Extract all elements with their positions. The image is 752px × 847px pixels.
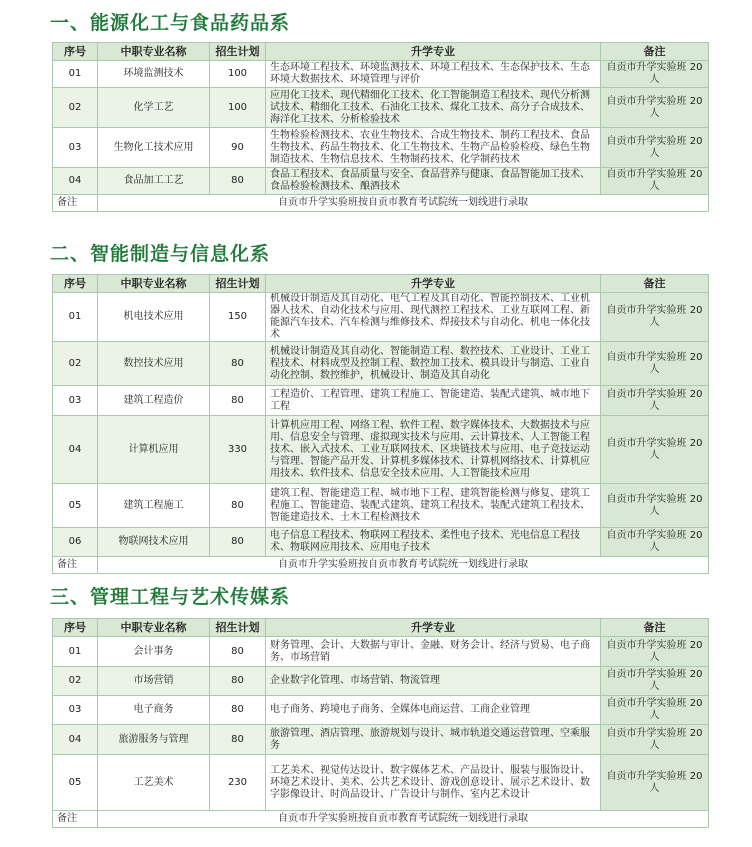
row-program-name: 建筑工程造价 [98, 386, 210, 416]
row-program-name: 机电技术应用 [98, 293, 210, 342]
header-note: 备注 [601, 619, 709, 637]
row-index: 03 [53, 128, 98, 168]
row-program-name: 市场营销 [98, 667, 210, 696]
row-note: 自贡市升学实验班 20 人 [601, 386, 709, 416]
table-row [53, 293, 709, 342]
row-index: 05 [53, 755, 98, 811]
header-program-name: 中职专业名称 [98, 43, 210, 61]
row-index: 01 [53, 61, 98, 88]
row-program-name: 建筑工程施工 [98, 484, 210, 528]
row-plan-count: 80 [210, 484, 266, 528]
row-index: 04 [53, 168, 98, 195]
header-advanced-majors: 升学专业 [266, 275, 601, 293]
header-advanced-majors: 升学专业 [266, 619, 601, 637]
row-plan-count: 80 [210, 667, 266, 696]
header-program-name: 中职专业名称 [98, 275, 210, 293]
table-row [53, 725, 709, 755]
row-note: 自贡市升学实验班 20 人 [601, 168, 709, 195]
row-note: 自贡市升学实验班 20 人 [601, 696, 709, 725]
footnote-text: 自贡市升学实验班按自贡市教育考试院统一划线进行录取 [98, 195, 709, 212]
table-row [53, 61, 709, 88]
row-plan-count: 90 [210, 128, 266, 168]
header-enrollment-plan: 招生计划 [210, 619, 266, 637]
row-note: 自贡市升学实验班 20 人 [601, 88, 709, 128]
row-plan-count: 80 [210, 168, 266, 195]
row-majors: 计算机应用工程、网络工程、软件工程、数字媒体技术、大数据技术与应用、信息安全与管理、虚拟现实技术与应用、云计算技术、人工智能工程技术、嵌入式技术、工业互联网技术、区块链技术与应用、电子竞技运动与管理、智能产品开发、计算机多媒体技术、计算机网络技术、计算机应用技术、软件技术、信息安全技术应用、人工智能技术应用 [266, 416, 601, 484]
header-index: 序号 [53, 43, 98, 61]
row-plan-count: 80 [210, 637, 266, 667]
row-note: 自贡市升学实验班 20 人 [601, 416, 709, 484]
table-header-row [53, 43, 709, 61]
row-program-name: 旅游服务与管理 [98, 725, 210, 755]
footnote-text: 自贡市升学实验班按自贡市教育考试院统一划线进行录取 [98, 557, 709, 574]
row-index: 03 [53, 386, 98, 416]
row-majors: 电子信息工程技术、物联网工程技术、柔性电子技术、光电信息工程技术、物联网应用技术、应用电子技术 [266, 528, 601, 557]
row-index: 02 [53, 88, 98, 128]
header-note: 备注 [601, 43, 709, 61]
table-row [53, 88, 709, 128]
row-plan-count: 100 [210, 61, 266, 88]
enrollment-table [52, 42, 709, 212]
table-row [53, 484, 709, 528]
row-note: 自贡市升学实验班 20 人 [601, 128, 709, 168]
row-program-name: 工艺美术 [98, 755, 210, 811]
row-program-name: 数控技术应用 [98, 342, 210, 386]
row-index: 01 [53, 637, 98, 667]
header-enrollment-plan: 招生计划 [210, 43, 266, 61]
row-index: 04 [53, 725, 98, 755]
row-index: 05 [53, 484, 98, 528]
header-advanced-majors: 升学专业 [266, 43, 601, 61]
row-note: 自贡市升学实验班 20 人 [601, 637, 709, 667]
row-index: 02 [53, 342, 98, 386]
row-plan-count: 80 [210, 725, 266, 755]
row-note: 自贡市升学实验班 20 人 [601, 755, 709, 811]
footnote-label: 备注 [53, 811, 98, 828]
row-majors: 机械设计制造及其自动化、电气工程及其自动化、智能控制技术、工业机器人技术、自动化技术与应用、现代测控工程技术、工业互联网工程、新能源汽车技术、汽车检测与维修技术、焊接技术与自动化、机电一体化技术 [266, 293, 601, 342]
table-footnote-row [53, 557, 709, 574]
enrollment-table [52, 274, 709, 574]
row-majors: 食品工程技术、食品质量与安全、食品营养与健康、食品智能加工技术、食品检验检测技术、酿酒技术 [266, 168, 601, 195]
row-program-name: 计算机应用 [98, 416, 210, 484]
table-row [53, 528, 709, 557]
row-majors: 工艺美术、视觉传达设计、数字媒体艺术、产品设计、服装与服饰设计、环境艺术设计、美术、公共艺术设计、游戏创意设计、展示艺术设计、数字影像设计、时尚品设计、广告设计与制作、室内艺术设计 [266, 755, 601, 811]
row-plan-count: 230 [210, 755, 266, 811]
row-program-name: 电子商务 [98, 696, 210, 725]
table-header-row [53, 275, 709, 293]
section-title: 二、智能制造与信息化系 [50, 243, 271, 265]
table-footnote-row [53, 811, 709, 828]
row-note: 自贡市升学实验班 20 人 [601, 528, 709, 557]
table-footnote-row [53, 195, 709, 212]
header-program-name: 中职专业名称 [98, 619, 210, 637]
row-plan-count: 80 [210, 386, 266, 416]
section-title: 一、能源化工与食品药品系 [50, 12, 291, 34]
table-row [53, 755, 709, 811]
row-majors: 应用化工技术、现代精细化工技术、化工智能制造工程技术、现代分析测试技术、精细化工技术、石油化工技术、煤化工技术、高分子合成技术、海洋化工技术、分析检验技术 [266, 88, 601, 128]
table-row [53, 667, 709, 696]
row-plan-count: 80 [210, 528, 266, 557]
table-row [53, 696, 709, 725]
footnote-text: 自贡市升学实验班按自贡市教育考试院统一划线进行录取 [98, 811, 709, 828]
table-header-row [53, 619, 709, 637]
row-plan-count: 80 [210, 342, 266, 386]
row-majors: 企业数字化管理、市场营销、物流管理 [266, 667, 601, 696]
table-row [53, 168, 709, 195]
table-row [53, 637, 709, 667]
row-index: 01 [53, 293, 98, 342]
row-program-name: 食品加工工艺 [98, 168, 210, 195]
row-majors: 建筑工程、智能建造工程、城市地下工程、建筑智能检测与修复、建筑工程施工、智能建造、装配式建筑、建筑工程技术、装配式建筑工程技术、智能建造技术、土木工程检测技术 [266, 484, 601, 528]
section-title: 三、管理工程与艺术传媒系 [50, 586, 291, 608]
row-note: 自贡市升学实验班 20 人 [601, 667, 709, 696]
row-program-name: 物联网技术应用 [98, 528, 210, 557]
table-row [53, 342, 709, 386]
enrollment-table [52, 618, 709, 828]
row-majors: 旅游管理、酒店管理、旅游规划与设计、城市轨道交通运营管理、空乘服务 [266, 725, 601, 755]
header-index: 序号 [53, 619, 98, 637]
row-majors: 机械设计制造及其自动化、智能制造工程、数控技术、工业设计、工业工程技术、材料成型及控制工程、数控加工技术、模具设计与制造、工业自动化控制、数控维护，机械设计、制造及其自动化 [266, 342, 601, 386]
table-row [53, 128, 709, 168]
footnote-label: 备注 [53, 195, 98, 212]
row-majors: 生态环境工程技术、环境监测技术、环境工程技术、生态保护技术、生态环境大数据技术、环境管理与评价 [266, 61, 601, 88]
row-index: 02 [53, 667, 98, 696]
table-row [53, 416, 709, 484]
row-plan-count: 330 [210, 416, 266, 484]
row-plan-count: 80 [210, 696, 266, 725]
table-row [53, 386, 709, 416]
row-program-name: 环境监测技术 [98, 61, 210, 88]
row-majors: 财务管理、会计、大数据与审计、金融、财务会计、经济与贸易、电子商务、市场营销 [266, 637, 601, 667]
row-note: 自贡市升学实验班 20 人 [601, 725, 709, 755]
footnote-label: 备注 [53, 557, 98, 574]
row-note: 自贡市升学实验班 20 人 [601, 484, 709, 528]
header-index: 序号 [53, 275, 98, 293]
row-index: 04 [53, 416, 98, 484]
row-note: 自贡市升学实验班 20 人 [601, 342, 709, 386]
row-majors: 生物检验检测技术、农业生物技术、合成生物技术、制药工程技术、食品生物技术、药品生物技术、化工生物技术、生物产品检验检疫、绿色生物制造技术、生物信息技术、生物制药技术、化学制药技术 [266, 128, 601, 168]
row-note: 自贡市升学实验班 20 人 [601, 61, 709, 88]
row-plan-count: 150 [210, 293, 266, 342]
header-enrollment-plan: 招生计划 [210, 275, 266, 293]
row-majors: 工程造价、工程管理、建筑工程施工、智能建造、装配式建筑、城市地下工程 [266, 386, 601, 416]
row-note: 自贡市升学实验班 20 人 [601, 293, 709, 342]
row-program-name: 化学工艺 [98, 88, 210, 128]
row-index: 06 [53, 528, 98, 557]
row-plan-count: 100 [210, 88, 266, 128]
row-majors: 电子商务、跨境电子商务、全媒体电商运营、工商企业管理 [266, 696, 601, 725]
header-note: 备注 [601, 275, 709, 293]
row-index: 03 [53, 696, 98, 725]
row-program-name: 会计事务 [98, 637, 210, 667]
row-program-name: 生物化工技术应用 [98, 128, 210, 168]
